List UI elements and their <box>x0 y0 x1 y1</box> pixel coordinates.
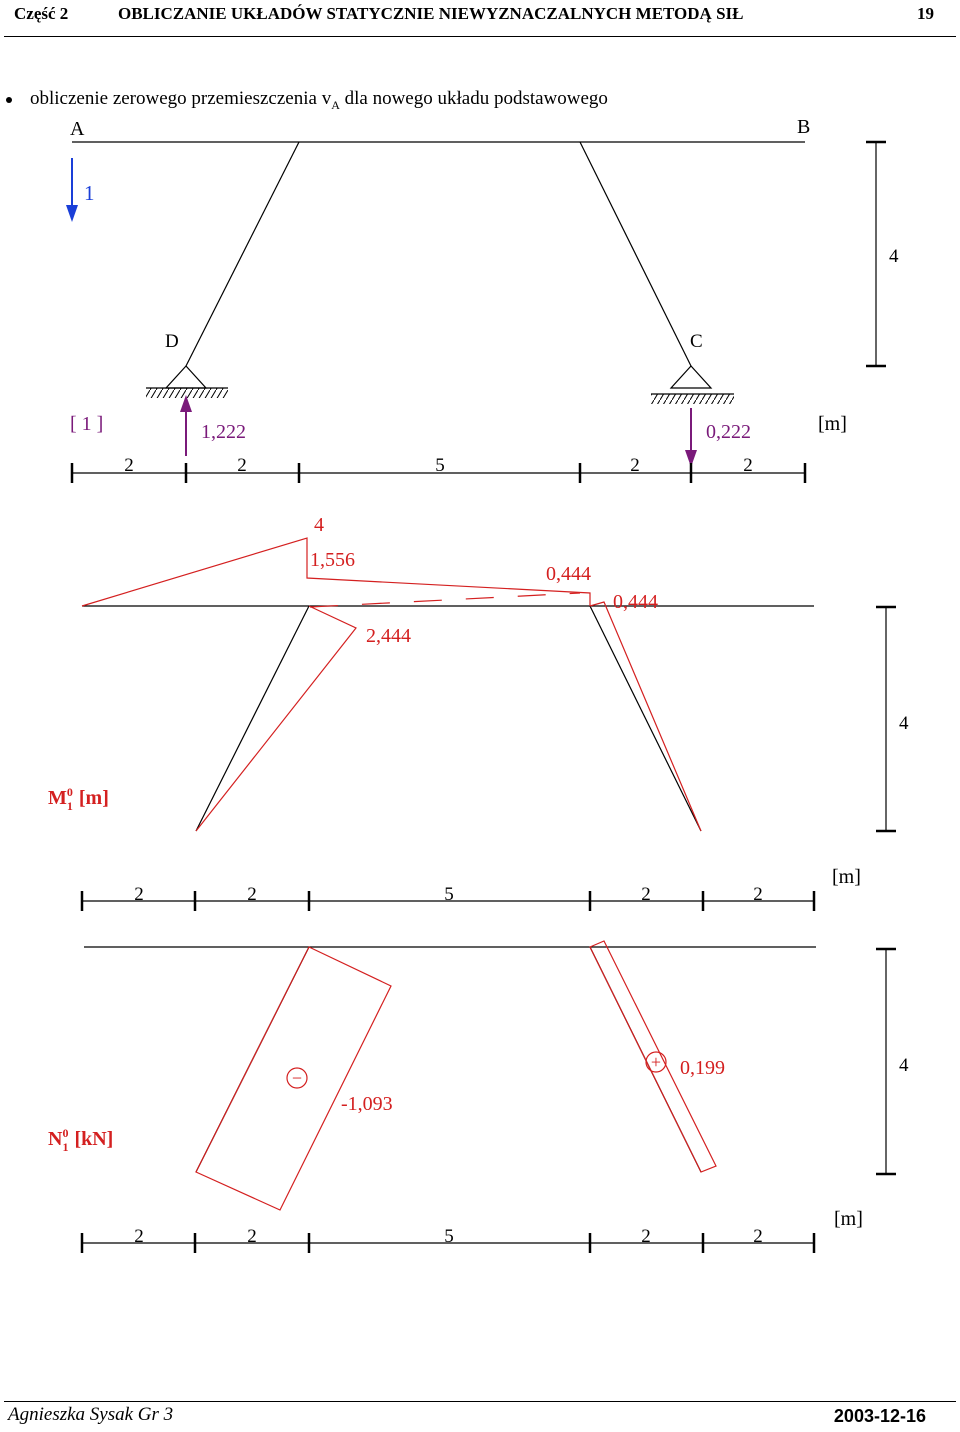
span-dimension-3 <box>82 1226 814 1253</box>
height-value-1: 4 <box>889 246 899 267</box>
unit-load-arrow <box>66 158 78 222</box>
support-d <box>146 366 228 398</box>
height-dimension-1 <box>866 142 886 366</box>
node-b-label: B <box>797 116 811 138</box>
length-unit-1: [m] <box>818 413 847 435</box>
structural-scheme <box>66 116 899 467</box>
footer-author: Agnieszka Sysak Gr 3 <box>8 1404 174 1425</box>
moment-label-sub: 1 <box>66 799 73 813</box>
moment-beam-dashed <box>310 593 580 607</box>
moment-value-4: 4 <box>314 514 324 536</box>
moment-diagram-label <box>48 785 109 813</box>
span-1-3: 5 <box>435 455 445 476</box>
node-a-label: A <box>70 118 85 140</box>
sign-right: + <box>650 1052 662 1072</box>
moment-value-2444: 2,444 <box>366 625 411 647</box>
span-2-2: 2 <box>247 884 257 905</box>
normal-force-diagram <box>48 941 909 1230</box>
span-1-1: 2 <box>124 455 134 476</box>
strut-right <box>580 142 691 366</box>
span-1-5: 2 <box>743 455 753 476</box>
normal-label-main: N <box>48 1128 63 1150</box>
sign-left: − <box>291 1068 303 1088</box>
span-3-5: 2 <box>753 1226 763 1247</box>
node-c-label: C <box>690 331 703 352</box>
support-c <box>651 366 734 404</box>
moment-value-1556: 1,556 <box>310 549 355 571</box>
reaction-c-value: 0,222 <box>706 421 751 443</box>
unit-label: [ 1 ] <box>70 413 104 435</box>
intro-text-before: obliczenie zerowego przemieszczenia v <box>30 88 332 109</box>
moment-strut-right-axis <box>590 606 701 831</box>
normal-diagram-label <box>48 1126 113 1154</box>
header-title: OBLICZANIE UKŁADÓW STATYCZNIE NIEWYZNACZALNYCH METODĄ SIŁ <box>118 4 744 23</box>
normal-label-sub: 1 <box>62 1140 69 1154</box>
reaction-d-value: 1,222 <box>201 421 246 443</box>
length-unit-3: [m] <box>834 1208 863 1230</box>
moment-diagram <box>48 514 909 888</box>
footer-date: 2003-12-16 <box>833 1406 926 1426</box>
span-dimension-1 <box>72 455 805 483</box>
height-value-3: 4 <box>899 1055 909 1076</box>
span-2-3: 5 <box>444 884 454 905</box>
height-dimension-3 <box>876 949 896 1174</box>
moment-value-0444-b: 0,444 <box>613 591 658 613</box>
moment-strut-left-axis <box>196 606 309 831</box>
node-d-label: D <box>165 331 179 352</box>
span-3-4: 2 <box>641 1226 651 1247</box>
page-number: 19 <box>917 4 934 23</box>
length-unit-2: [m] <box>832 866 861 888</box>
reaction-c-arrow <box>685 408 697 467</box>
moment-strut-left-curve <box>196 606 356 831</box>
height-dimension-2 <box>876 607 896 831</box>
normal-label-sup: 0 <box>62 1126 69 1140</box>
span-2-5: 2 <box>753 884 763 905</box>
height-value-2: 4 <box>899 713 909 734</box>
moment-label-main: M <box>48 787 67 809</box>
normal-value-right: 0,199 <box>680 1057 725 1079</box>
intro-subscript: A <box>331 97 340 112</box>
strut-left <box>186 142 299 366</box>
normal-value-left: -1,093 <box>341 1093 393 1115</box>
unit-load-value: 1 <box>84 181 95 205</box>
normal-label-unit: [kN] <box>74 1128 114 1150</box>
span-2-1: 2 <box>134 884 144 905</box>
span-1-2: 2 <box>237 455 247 476</box>
header-part: Część 2 <box>14 4 69 23</box>
moment-value-0444-a: 0,444 <box>546 563 591 585</box>
footer-divider <box>4 1401 956 1402</box>
span-3-3: 5 <box>444 1226 454 1247</box>
moment-label-sup: 0 <box>66 785 73 799</box>
span-2-4: 2 <box>641 884 651 905</box>
span-3-2: 2 <box>247 1226 257 1247</box>
moment-label-unit: [m] <box>78 787 109 809</box>
intro-text-after: dla nowego układu podstawowego <box>339 88 608 109</box>
span-1-4: 2 <box>630 455 640 476</box>
reaction-d-arrow <box>180 395 192 456</box>
span-dimension-2 <box>82 884 814 911</box>
span-3-1: 2 <box>134 1226 144 1247</box>
